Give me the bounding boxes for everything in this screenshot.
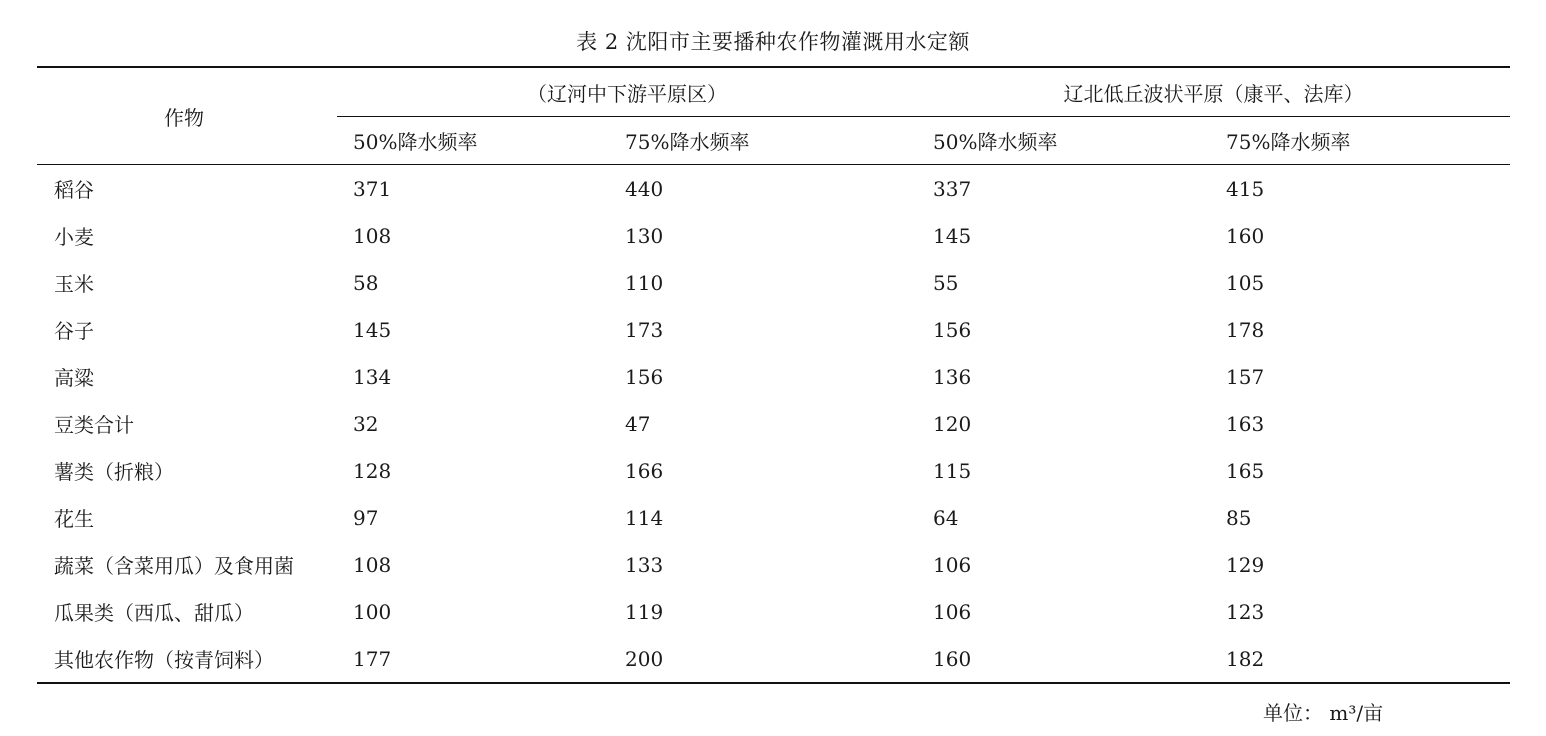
crop-name: 豆类合计 (54, 413, 134, 437)
crop-name: 谷子 (54, 319, 94, 343)
region-b-75-value: 163 (1226, 411, 1265, 436)
header-region-b-75: 75%降水频率 (1210, 117, 1510, 165)
region-b-50-value: 106 (933, 552, 972, 577)
region-a-75-value: 133 (625, 552, 664, 577)
table-row (37, 588, 1510, 635)
crop-name: 玉米 (54, 272, 94, 296)
region-b-75-value: 85 (1226, 505, 1252, 530)
region-b-50-value: 337 (933, 176, 972, 201)
region-b-50-value: 115 (933, 458, 972, 483)
region-a-75-value: 119 (625, 599, 664, 624)
table-caption: 表 2 沈阳市主要播种农作物灌溉用水定额 (576, 30, 970, 54)
region-a-50-value: 58 (353, 270, 379, 295)
region-b-50-value: 156 (933, 317, 972, 342)
crop-name: 薯类（折粮） (54, 460, 174, 484)
header-region-b-50: 50%降水频率 (917, 117, 1210, 165)
region-a-75-value: 114 (625, 505, 664, 530)
table-row (37, 494, 1510, 541)
region-a-75-value: 173 (625, 317, 664, 342)
region-a-50-value: 177 (337, 635, 609, 683)
region-b-50-value: 120 (933, 411, 972, 436)
table-row (37, 212, 1510, 259)
region-b-50-value: 55 (933, 270, 959, 295)
region-a-75-value: 200 (609, 635, 917, 683)
table-row (37, 635, 1510, 683)
region-b-50-value: 106 (933, 599, 972, 624)
table-row (37, 165, 1510, 213)
crop-name: 稻谷 (54, 178, 94, 202)
unit-note: 单位： m³/亩 (1263, 701, 1384, 725)
region-a-75-value: 156 (625, 364, 664, 389)
region-b-75-value: 105 (1226, 270, 1265, 295)
region-a-50-value: 145 (353, 317, 392, 342)
header-region-a-75: 75%降水频率 (609, 117, 917, 165)
table-body (37, 165, 1510, 684)
region-b-50-value: 145 (933, 223, 972, 248)
region-a-50-value: 134 (353, 364, 392, 389)
region-a-75-value: 110 (625, 270, 664, 295)
region-a-50-value: 108 (353, 223, 392, 248)
region-b-75-value: 178 (1226, 317, 1265, 342)
header-region-liaohe: （辽河中下游平原区） (337, 67, 917, 117)
region-a-50-value: 371 (353, 176, 392, 201)
region-b-75-value: 160 (1226, 223, 1265, 248)
region-a-50-value: 32 (353, 411, 379, 436)
region-a-75-value: 130 (625, 223, 664, 248)
region-b-75-value: 165 (1226, 458, 1265, 483)
header-crop: 作物 (37, 67, 337, 165)
region-b-50-value: 160 (917, 635, 1210, 683)
irrigation-quota-table (37, 66, 1510, 684)
header-region-a-50: 50%降水频率 (337, 117, 609, 165)
region-b-75-value: 415 (1226, 176, 1265, 201)
region-b-75-value: 129 (1226, 552, 1265, 577)
table-row (37, 447, 1510, 494)
crop-name: 其他农作物（按青饲料） (37, 635, 337, 683)
region-a-50-value: 108 (353, 552, 392, 577)
region-a-75-value: 47 (625, 411, 651, 436)
table-row (37, 259, 1510, 306)
crop-name: 蔬菜（含菜用瓜）及食用菌 (54, 554, 294, 578)
crop-name: 瓜果类（西瓜、甜瓜） (54, 601, 254, 625)
region-a-50-value: 100 (353, 599, 392, 624)
region-b-75-value: 182 (1210, 635, 1510, 683)
table-row (37, 400, 1510, 447)
region-a-75-value: 440 (625, 176, 664, 201)
crop-name: 小麦 (54, 225, 94, 249)
region-a-50-value: 128 (353, 458, 392, 483)
table-row (37, 353, 1510, 400)
crop-name: 花生 (54, 507, 94, 531)
region-a-50-value: 97 (353, 505, 379, 530)
table-row (37, 306, 1510, 353)
region-b-75-value: 123 (1226, 599, 1265, 624)
table-row (37, 541, 1510, 588)
region-b-50-value: 136 (933, 364, 972, 389)
region-a-75-value: 166 (625, 458, 664, 483)
region-b-75-value: 157 (1226, 364, 1265, 389)
crop-name: 高粱 (54, 366, 94, 390)
header-region-liaobei: 辽北低丘波状平原（康平、法库） (917, 67, 1510, 117)
region-b-50-value: 64 (933, 505, 959, 530)
